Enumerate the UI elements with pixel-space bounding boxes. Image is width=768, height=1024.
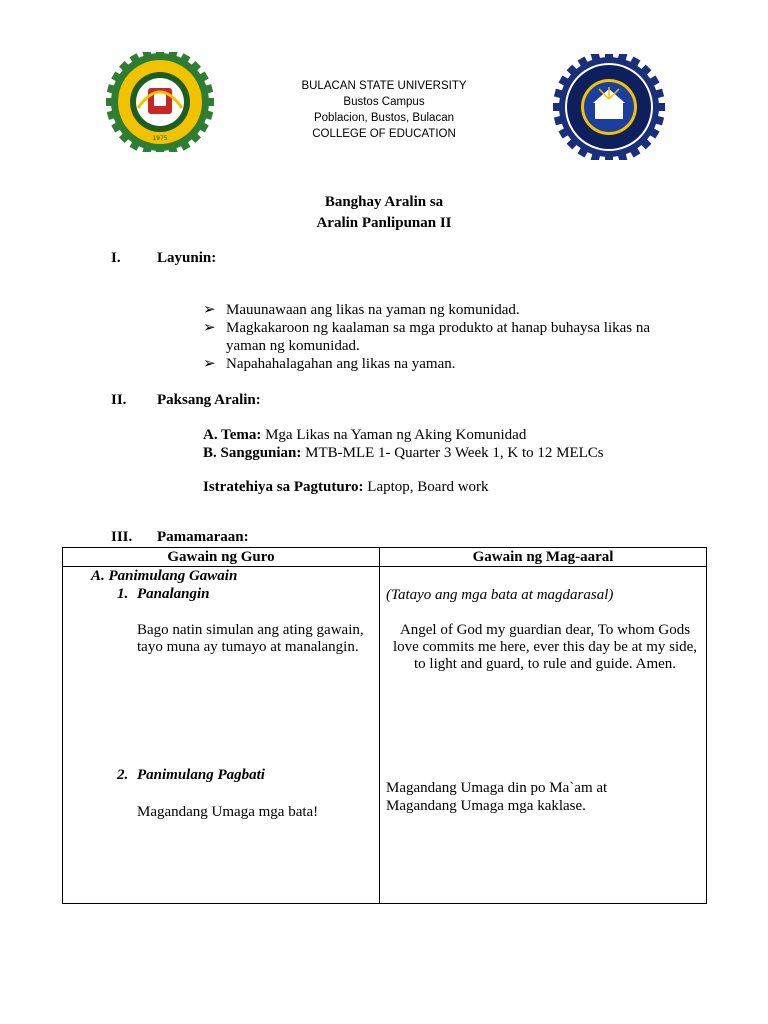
column-header-guro: Gawain ng Guro — [63, 548, 380, 567]
student-instruction: (Tatayo ang mga bata at magdarasal) — [386, 587, 614, 603]
section-two-title: Paksang Aralin: — [157, 392, 261, 408]
section-three-numeral: III. — [111, 529, 133, 545]
lesson-plan-title: Banghay Aralin sa — [324, 194, 444, 210]
istratehiya-label: Istratehiya sa Pagtuturo: — [203, 479, 364, 495]
item1-title: Panalangin — [137, 586, 210, 602]
item2-title: Panimulang Pagbati — [137, 767, 265, 783]
objective-item: ➢ Napahahalagahan ang likas na yaman. — [203, 356, 456, 372]
student-prayer: Angel of God my guardian dear, To whom Gods love commits me here, ever this day be at my side, to light and guard, to rule and guide. Amen. — [392, 622, 698, 672]
arrow-bullet-icon: ➢ — [203, 356, 216, 372]
table-row — [63, 567, 707, 904]
objective-item: ➢ Mauunawaan ang likas na yaman ng komunidad. — [203, 302, 520, 318]
college-of-education-logo — [551, 54, 667, 160]
student-greeting: Magandang Umaga din po Ma`am at Magandang Umaga mga kaklase. — [386, 780, 608, 814]
lesson-plan-subject: Aralin Panlipunan II — [316, 215, 452, 231]
table-header-row — [63, 548, 707, 567]
section-two-numeral: II. — [111, 392, 127, 408]
sanggunian-line — [203, 444, 643, 462]
paksang-aralin-details — [203, 426, 643, 496]
college-name: COLLEGE OF EDUCATION — [312, 128, 456, 140]
svg-text:1975: 1975 — [152, 135, 168, 142]
section-three-title: Pamamaraan: — [157, 529, 249, 545]
campus-name: Bustos Campus — [343, 96, 425, 108]
arrow-bullet-icon: ➢ — [203, 302, 216, 318]
item2-number: 2. — [117, 767, 129, 783]
section-one-numeral: I. — [111, 250, 121, 266]
tema-label: A. Tema: — [203, 427, 262, 443]
item1-number: 1. — [117, 586, 129, 602]
item1-text: Bago natin simulan ang ating gawain, tayo muna ay tumayo at manalangin. — [137, 622, 364, 655]
bulsu-bustos-logo — [104, 52, 216, 152]
part-a-heading: A. Panimulang Gawain — [91, 568, 238, 584]
istratehiya-value: Laptop, Board work — [367, 479, 489, 495]
sanggunian-label: B. Sanggunian: — [203, 445, 302, 461]
column-header-magaaral: Gawain ng Mag-aaral — [380, 548, 707, 567]
magaaral-cell — [380, 567, 707, 904]
arrow-bullet-icon: ➢ — [203, 320, 216, 336]
objective-item: ➢ Magkakaroon ng kaalaman sa mga produkto at hanap buhaysa likas na yaman ng komunidad. — [203, 320, 651, 354]
tema-value: Mga Likas na Yaman ng Aking Komunidad — [265, 427, 527, 443]
item2-text: Magandang Umaga mga bata! — [137, 804, 319, 820]
campus-address: Poblacion, Bustos, Bulacan — [313, 112, 454, 124]
procedure-table — [62, 547, 707, 904]
tema-line — [203, 426, 643, 444]
objectives-list — [203, 301, 673, 373]
section-one-title: Layunin: — [157, 250, 217, 266]
guro-cell — [63, 567, 380, 904]
istratehiya-line — [203, 478, 643, 496]
university-header — [250, 78, 518, 142]
sanggunian-value: MTB-MLE 1- Quarter 3 Week 1, K to 12 MELCs — [305, 445, 604, 461]
university-name: BULACAN STATE UNIVERSITY — [301, 80, 467, 92]
